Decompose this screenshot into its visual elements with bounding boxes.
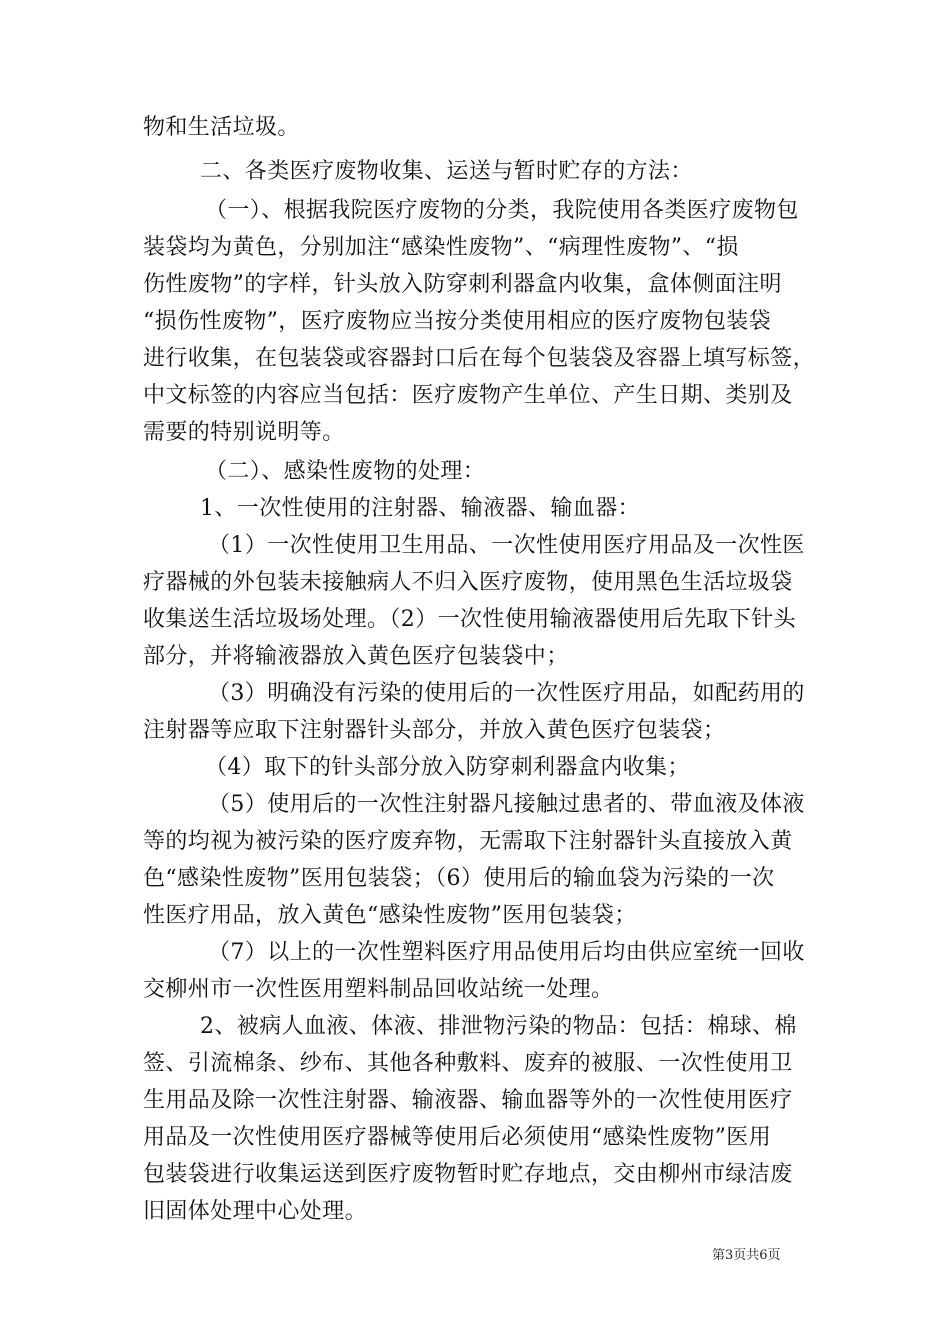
text-line-27: 生用品及除一次性注射器、输液器、输血器等外的一次性使用医疗 xyxy=(143,1088,793,1113)
text-line-16: （3）明确没有污染的使用后的一次性医疗用品，如配药用的 xyxy=(208,681,805,706)
text-line-26: 签、引流棉条、纱布、其他各种敷料、废弃的被服、一次性使用卫 xyxy=(143,1051,793,1076)
text-line-14: 收集送生活垃圾场处理。（2）一次性使用输液器使用后先取下针头 xyxy=(143,607,796,632)
text-line-24: 交柳州市一次性医用塑料制品回收站统一处理。 xyxy=(143,977,614,1002)
text-line-5: 伤性废物”的字样，针头放入防穿刺利器盒内收集，盒体侧面注明 xyxy=(143,272,782,297)
text-line-22: 性医疗用品，放入黄色“感染性废物”医用包装袋； xyxy=(143,903,637,928)
text-line-4: 装袋均为黄色，分别加注“感染性废物”、“病理性废物”、“损 xyxy=(143,235,739,260)
text-line-17: 注射器等应取下注射器针头部分，并放入黄色医疗包装袋； xyxy=(143,718,726,743)
text-line-23: （7）以上的一次性塑料医疗用品使用后均由供应室统一回收 xyxy=(208,940,805,965)
section-heading-2: 二、各类医疗废物收集、运送与暂时贮存的方法： xyxy=(200,159,693,184)
text-line-9: 需要的特别说明等。 xyxy=(143,420,345,445)
page-number: 第3页共6页 xyxy=(712,1248,781,1263)
text-line-8: 中文标签的内容应当包括：医疗废物产生单位、产生日期、类别及 xyxy=(143,383,793,408)
text-line-21: 色“感染性废物”医用包装袋；（6）使用后的输血袋为污染的一次 xyxy=(143,866,775,891)
text-line-13: 疗器械的外包装未接触病人不归入医疗废物，使用黑色生活垃圾袋 xyxy=(143,570,793,595)
section-heading-10: （二）、感染性废物的处理： xyxy=(205,459,486,484)
text-line-20: 等的均视为被污染的医疗废弃物，无需取下注射器针头直接放入黄 xyxy=(143,829,793,854)
text-line-30: 旧固体处理中心处理。 xyxy=(143,1199,368,1224)
text-line-12: （1）一次性使用卫生用品、一次性使用医疗用品及一次性医 xyxy=(208,533,805,558)
text-line-29: 包装袋进行收集运送到医疗废物暂时贮存地点，交由柳州市绿洁废 xyxy=(143,1162,793,1187)
text-line-7: 进行收集，在包装袋或容器封口后在每个包装袋及容器上填写标签， xyxy=(143,346,816,371)
text-line-28: 用品及一次性使用医疗器械等使用后必须使用“感染性废物”医用 xyxy=(143,1125,772,1150)
text-line-18: （4）取下的针头部分放入防穿刺利器盒内收集； xyxy=(205,755,690,780)
text-line-1: 物和生活垃圾。 xyxy=(143,115,300,140)
item-heading-11: 1、一次性使用的注射器、输液器、输血器： xyxy=(200,496,640,521)
item-heading-25: 2、被病人血液、体液、排泄物污染的物品：包括：棉球、棉 xyxy=(200,1014,797,1039)
text-line-19: （5）使用后的一次性注射器凡接触过患者的、带血液及体液 xyxy=(208,792,805,817)
text-line-6: “损伤性废物”，医疗废物应当按分类使用相应的医疗废物包装袋 xyxy=(143,309,772,334)
text-line-15: 部分，并将输液器放入黄色医疗包装袋中； xyxy=(143,644,569,669)
text-line-3: （一）、根据我院医疗废物的分类，我院使用各类医疗废物包 xyxy=(205,198,799,223)
